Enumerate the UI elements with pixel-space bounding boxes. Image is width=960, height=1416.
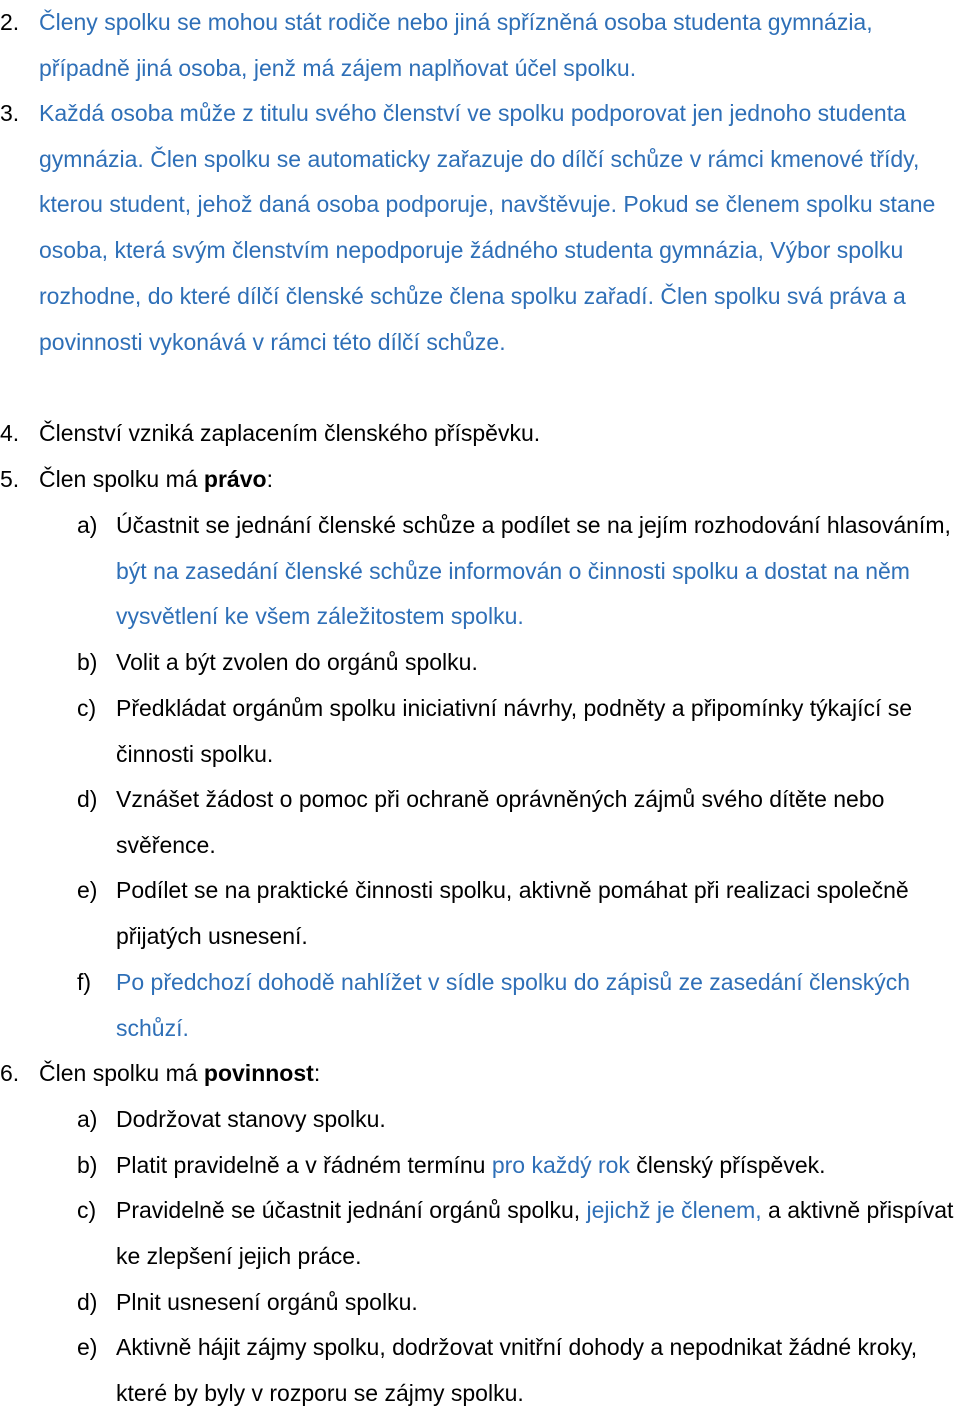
item-number: 6. bbox=[0, 1060, 20, 1086]
sub-item-text bbox=[116, 1325, 956, 1416]
text-segment: Volit a být zvolen do orgánů spolku. bbox=[116, 649, 478, 675]
sub-item-5e bbox=[0, 868, 960, 959]
text-segment: : bbox=[313, 1060, 321, 1086]
sub-item-5c bbox=[0, 686, 960, 777]
text-segment: Předkládat orgánům spolku iniciativní návrhy, podněty a připomínky týkající se činnosti spolku. bbox=[116, 695, 913, 767]
item-text bbox=[39, 1051, 956, 1097]
sub-item-6e bbox=[0, 1325, 960, 1416]
text-segment: Vznášet žádost o pomoc při ochraně oprávněných zájmů svého dítěte nebo svěřence. bbox=[116, 786, 885, 858]
sub-item-label: c) bbox=[77, 1197, 97, 1223]
sub-item-label: a) bbox=[77, 512, 98, 538]
text-segment: Člen spolku má bbox=[39, 1060, 204, 1086]
sub-item-6b bbox=[0, 1143, 960, 1189]
item-number: 5. bbox=[0, 466, 20, 492]
sub-item-text bbox=[116, 960, 956, 1051]
list-item-6 bbox=[0, 1051, 960, 1097]
sub-item-text bbox=[116, 640, 956, 686]
sub-item-text bbox=[116, 1143, 956, 1189]
text-segment: : bbox=[266, 466, 273, 492]
list-item-4 bbox=[0, 411, 960, 457]
text-segment: pro každý rok bbox=[491, 1152, 630, 1178]
sub-item-label: d) bbox=[77, 786, 98, 812]
sub-item-label: b) bbox=[77, 1152, 98, 1178]
sub-item-text bbox=[116, 777, 956, 868]
item-number: 4. bbox=[0, 420, 20, 446]
text-segment: Každá osoba může z titulu svého členství ve spolku podporovat jen jednoho studenta gymnázia. Člen spolku se automaticky zařazuje do dílčí schůze v rámci kmenové třídy, kterou student, jehož daná osoba podporuje, navštěvuje. Pokud se členem spolku stane osoba, která svým členstvím nepodporuje žádného studenta gymnázia, Výbor spolku rozhodne, do které dílčí členské schůze člena spolku zařadí. Člen spolku svá práva a povinnosti vykonává v rámci této dílčí schůze. bbox=[39, 100, 936, 355]
text-segment: Členství vzniká zaplacením členského příspěvku. bbox=[39, 420, 541, 446]
sub-item-text bbox=[116, 1188, 956, 1279]
list-item-2 bbox=[0, 0, 960, 91]
sub-item-5b bbox=[0, 640, 960, 686]
sub-item-text bbox=[116, 686, 956, 777]
text-segment: Po předchozí dohodě nahlížet v sídle spolku do zápisů ze zasedání členských schůzí. bbox=[116, 969, 910, 1041]
text-segment: Členy spolku se mohou stát rodiče nebo jiná spřízněná osoba studenta gymnázia, případně jiná osoba, jenž má zájem naplňovat účel spolku. bbox=[39, 9, 873, 81]
sub-item-text bbox=[116, 1280, 956, 1326]
text-segment: Člen spolku má bbox=[39, 466, 204, 492]
item-number: 2. bbox=[0, 9, 20, 35]
sub-item-5f bbox=[0, 960, 960, 1051]
sub-item-label: e) bbox=[77, 877, 98, 903]
sub-item-6a bbox=[0, 1097, 960, 1143]
text-segment: být na zasedání členské schůze informován o činnosti spolku a dostat na něm vysvětlení ke všem záležitostem spolku. bbox=[116, 557, 910, 630]
text-segment: Plnit usnesení orgánů spolku. bbox=[116, 1289, 418, 1315]
item-text bbox=[39, 411, 956, 457]
item-text bbox=[39, 457, 956, 503]
text-segment: a aktivně přispívat ke zlepšení jejich práce. bbox=[116, 1197, 954, 1269]
sub-item-label: c) bbox=[77, 695, 97, 721]
text-segment: Účastnit se jednání členské schůze a podílet se na jejím rozhodování hlasováním, bbox=[116, 512, 951, 538]
sub-item-label: a) bbox=[77, 1106, 98, 1132]
sub-item-6c bbox=[0, 1188, 960, 1279]
text-segment: Aktivně hájit zájmy spolku, dodržovat vnitřní dohody a nepodnikat žádné kroky, které by byly v rozporu se zájmy spolku. bbox=[116, 1334, 918, 1406]
text-segment: jejichž je členem, bbox=[586, 1197, 762, 1223]
sub-item-text bbox=[116, 503, 956, 640]
list-item-5 bbox=[0, 457, 960, 503]
sub-item-5d bbox=[0, 777, 960, 868]
text-segment: Platit pravidelně a v řádném termínu bbox=[116, 1152, 492, 1178]
sub-item-6d bbox=[0, 1280, 960, 1326]
text-segment: Pravidelně se účastnit jednání orgánů spolku, bbox=[116, 1197, 587, 1223]
text-segment: Podílet se na praktické činnosti spolku, aktivně pomáhat při realizaci společně přijatých usnesení. bbox=[116, 877, 909, 949]
sub-item-label: f) bbox=[77, 969, 92, 995]
item-number: 3. bbox=[0, 100, 20, 126]
text-segment-bold: právo bbox=[203, 466, 267, 492]
item-text bbox=[39, 0, 956, 91]
sub-item-5a bbox=[0, 503, 960, 640]
list-item-3 bbox=[0, 91, 960, 365]
item-text bbox=[39, 91, 956, 365]
sub-item-text bbox=[116, 868, 956, 959]
text-segment: Dodržovat stanovy spolku. bbox=[116, 1106, 386, 1132]
sub-item-label: d) bbox=[77, 1289, 98, 1315]
sub-item-text bbox=[116, 1097, 956, 1143]
text-segment: členský příspěvek. bbox=[629, 1152, 826, 1178]
sub-item-label: e) bbox=[77, 1334, 98, 1360]
text-segment-bold: povinnost bbox=[203, 1060, 314, 1086]
sub-item-label: b) bbox=[77, 649, 98, 675]
